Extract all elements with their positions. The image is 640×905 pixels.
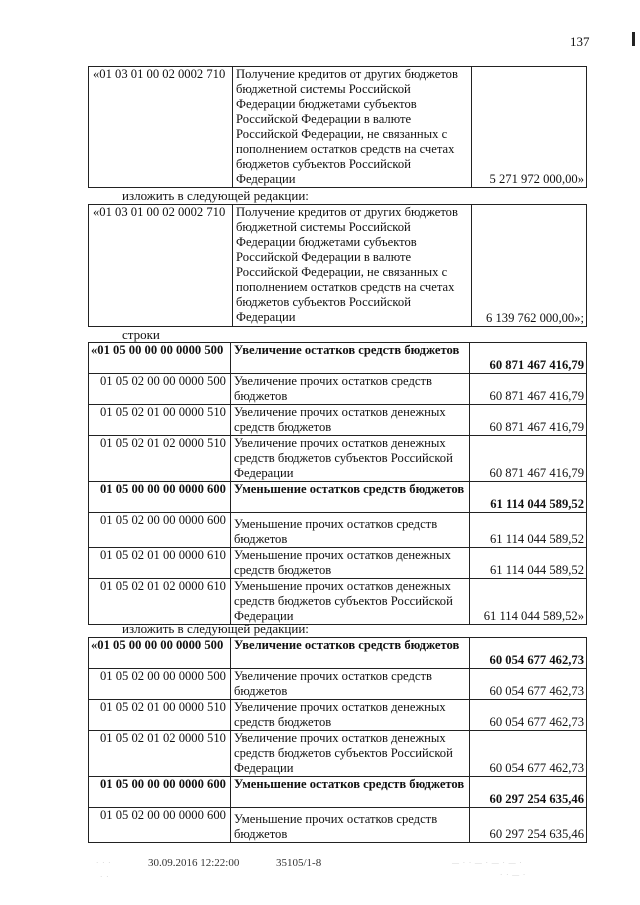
budget-code-cell: 01 05 02 00 00 0000 600 <box>89 513 231 548</box>
budget-table-original-balances <box>88 342 587 625</box>
scan-noise-mark: · · · <box>96 859 112 867</box>
budget-code-cell: 01 05 00 00 00 0000 600 <box>89 777 231 808</box>
budget-amount-cell: 61 114 044 589,52 <box>470 482 587 513</box>
amendment-phrase: изложить в следующей редакции: <box>122 188 309 203</box>
table-row <box>89 777 587 808</box>
budget-amount-cell: 60 871 467 416,79 <box>470 436 587 482</box>
budget-name-cell: Уменьшение остатков средств бюджетов <box>231 777 470 808</box>
table-row <box>89 405 587 436</box>
table-row <box>89 513 587 548</box>
budget-table-new-balances <box>88 637 587 843</box>
amendment-phrase: изложить в следующей редакции: <box>122 621 309 636</box>
budget-amount-cell: 60 054 677 462,73 <box>470 700 587 731</box>
budget-code-cell: 01 05 02 00 00 0000 500 <box>89 669 231 700</box>
faint-watermark: — · · — · — · — · <box>452 859 523 867</box>
budget-amount-cell: 61 114 044 589,52 <box>470 513 587 548</box>
budget-amount-cell: 61 114 044 589,52 <box>470 548 587 579</box>
budget-amount-cell: 60 297 254 635,46 <box>470 808 587 843</box>
budget-code-cell: «01 05 00 00 00 0000 500 <box>89 343 231 374</box>
table-row <box>89 482 587 513</box>
table-row <box>89 700 587 731</box>
budget-name-cell: Увеличение прочих остатков денежных средств бюджетов субъектов Российской Федерации <box>231 731 470 777</box>
footer-document-number: 35105/1-8 <box>276 857 322 869</box>
rows-phrase: строки <box>122 327 160 342</box>
scan-noise-mark: · · <box>100 873 110 881</box>
budget-name-cell: Уменьшение прочих остатков средств бюджетов <box>231 808 470 843</box>
table-row <box>89 638 587 669</box>
table-row <box>89 808 587 843</box>
budget-code-cell: «01 05 00 00 00 0000 500 <box>89 638 231 669</box>
budget-name-cell: Уменьшение прочих остатков средств бюджетов <box>231 513 470 548</box>
page-number: 137 <box>570 34 590 49</box>
table-row <box>89 548 587 579</box>
budget-name-cell: Уменьшение остатков средств бюджетов <box>231 482 470 513</box>
budget-name-cell: Получение кредитов от других бюджетов бюджетной системы Российской Федерации бюджетами субъектов Российской Федерации в валюте Российской Федерации, не связанных с пополнением остатков средств на счетах бюджетов субъектов Российской Федерации <box>233 205 472 327</box>
faint-watermark: · · — · <box>500 871 527 879</box>
budget-code-cell: 01 05 02 01 02 0000 510 <box>89 436 231 482</box>
budget-name-cell: Увеличение остатков средств бюджетов <box>231 343 470 374</box>
budget-amount-cell: 60 297 254 635,46 <box>470 777 587 808</box>
budget-name-cell: Увеличение остатков средств бюджетов <box>231 638 470 669</box>
budget-code-cell: 01 05 02 01 02 0000 510 <box>89 731 231 777</box>
budget-code-cell: 01 05 00 00 00 0000 600 <box>89 482 231 513</box>
budget-code-cell: 01 05 02 01 00 0000 510 <box>89 700 231 731</box>
budget-amount-cell: 60 871 467 416,79 <box>470 405 587 436</box>
budget-code-cell: 01 05 02 00 00 0000 500 <box>89 374 231 405</box>
budget-name-cell: Увеличение прочих остатков денежных средств бюджетов субъектов Российской Федерации <box>231 436 470 482</box>
table-row <box>89 67 587 188</box>
budget-table-new-credits <box>88 204 587 327</box>
budget-code-cell: 01 05 02 01 00 0000 610 <box>89 548 231 579</box>
budget-code-cell: 01 05 02 01 00 0000 510 <box>89 405 231 436</box>
budget-amount-cell: 60 054 677 462,73 <box>470 638 587 669</box>
budget-name-cell: Увеличение прочих остатков средств бюджетов <box>231 374 470 405</box>
budget-code-cell: «01 03 01 00 02 0002 710 <box>89 205 233 327</box>
budget-amount-cell: 61 114 044 589,52» <box>470 579 587 625</box>
budget-amount-cell: 60 054 677 462,73 <box>470 669 587 700</box>
budget-amount-cell: 6 139 762 000,00»; <box>472 205 587 327</box>
budget-amount-cell: 5 271 972 000,00» <box>472 67 587 188</box>
footer-timestamp: 30.09.2016 12:22:00 <box>148 857 240 869</box>
budget-name-cell: Получение кредитов от других бюджетов бюджетной системы Российской Федерации бюджетами субъектов Российской Федерации в валюте Российской Федерации, не связанных с пополнением остатков средств на счетах бюджетов субъектов Российской Федерации <box>233 67 472 188</box>
budget-name-cell: Увеличение прочих остатков средств бюджетов <box>231 669 470 700</box>
budget-name-cell: Увеличение прочих остатков денежных средств бюджетов <box>231 700 470 731</box>
table-row <box>89 205 587 327</box>
budget-table-original-credits <box>88 66 587 188</box>
budget-code-cell: 01 05 02 01 02 0000 610 <box>89 579 231 625</box>
table-row <box>89 436 587 482</box>
table-row <box>89 579 587 625</box>
budget-amount-cell: 60 871 467 416,79 <box>470 374 587 405</box>
table-row <box>89 731 587 777</box>
budget-name-cell: Увеличение прочих остатков денежных средств бюджетов <box>231 405 470 436</box>
budget-name-cell: Уменьшение прочих остатков денежных средств бюджетов <box>231 548 470 579</box>
budget-amount-cell: 60 871 467 416,79 <box>470 343 587 374</box>
table-row <box>89 669 587 700</box>
table-row <box>89 374 587 405</box>
budget-amount-cell: 60 054 677 462,73 <box>470 731 587 777</box>
scan-edge-mark <box>632 32 635 46</box>
budget-name-cell: Уменьшение прочих остатков денежных средств бюджетов субъектов Российской Федерации <box>231 579 470 625</box>
table-row <box>89 343 587 374</box>
budget-code-cell: «01 03 01 00 02 0002 710 <box>89 67 233 188</box>
budget-code-cell: 01 05 02 00 00 0000 600 <box>89 808 231 843</box>
